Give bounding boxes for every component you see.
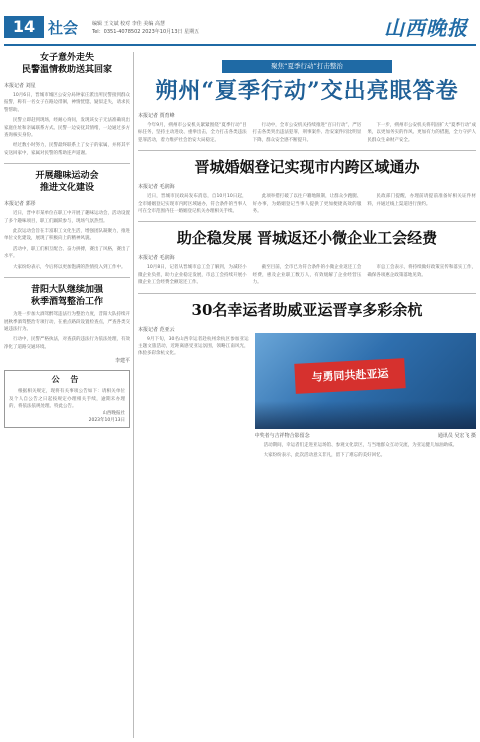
- column-divider: [133, 52, 134, 738]
- notice-box: [4, 370, 130, 428]
- lead-story-body: [138, 119, 476, 144]
- story-title: [4, 170, 130, 194]
- right-area: [138, 52, 476, 738]
- masthead: [0, 0, 480, 46]
- divider: [138, 221, 476, 222]
- paragraph: 行动中，民警严格执法，对查获的违法行为依法处理，有效净化了道路交通环境。: [4, 337, 130, 350]
- story-lost-woman: [4, 52, 130, 157]
- byline: 本报记者 毛润海: [138, 184, 175, 191]
- divider: [138, 150, 476, 151]
- paragraph: 民警立即赶到现场，经耐心询问，发现该女子无法准确说出家庭住址和亲属联系方式。民警一边安抚其情绪，一边通过多方查询核实身份。: [4, 118, 130, 139]
- story-title: [4, 52, 130, 76]
- caption-text: 中奖者与吉祥物合影留念: [254, 432, 310, 439]
- byline: 本报记者 郭彤: [4, 201, 36, 208]
- page-number: 14: [4, 16, 44, 38]
- paragraph: 活动中，职工们相互配合、奋力拼搏，赛出了风格，赛出了水平。: [4, 246, 130, 260]
- paragraph: 为进一步加大酒驾醉驾违法行为整治力度，昔阳大队持续开展秋季酒驾整治专项行动，在重点路段设置检查点，严查各类交通违法行为。: [4, 312, 130, 332]
- story-body: [138, 190, 476, 215]
- paragraph: 截至目前，全市已为符合条件的小微企业返还工会经费，惠及企业职工数万人，有效缓解了企业经营压力。: [252, 265, 362, 286]
- paragraph: 今年9月，朔州市公安机关紧紧围绕“夏季行动”目标任务，坚持主动进攻、重拳出击，全力打击各类违法犯罪活动，着力维护社会治安大局稳定。: [138, 123, 247, 143]
- paragraph: 活动期间，幸运者们走进亚运场馆、参观文化景区，与当地群众互动交流，为亚运健儿加油助威。: [263, 442, 458, 448]
- paragraph: 经过数小时努力，民警最终联系上了女子的家属，并将其平安送回家中，家属对民警的帮助连声道谢。: [4, 143, 130, 156]
- story-title: [4, 284, 130, 308]
- paragraph: 大家纷纷表示，今后将以更加饱满的热情投入到工作中。: [13, 264, 126, 270]
- paragraph: 此次运动会旨在丰富职工文化生活，增强团队凝聚力，推进单位文化建设，展现了积极向上的精神风貌。: [4, 229, 130, 242]
- lead-headline: 朔州“夏季行动”交出亮眼答卷: [155, 78, 459, 104]
- title-line: 民警温情救助送其回家: [21, 65, 112, 75]
- byline: 李建平: [114, 358, 130, 365]
- story-marriage-registration: [138, 157, 476, 215]
- title-line: 女子意外走失: [39, 53, 94, 63]
- byline: 本报记者 毛润海: [138, 255, 175, 262]
- paragraph: 大家纷纷表示，此次活动意义非凡，留下了难忘的美好回忆。: [263, 453, 386, 459]
- paragraph: 行动中，全市公安机关持续推进“百日行动”，严厉打击各类突出违法犯罪，刑事案件、治安案件同比明显下降，群众安全感不断提升。: [252, 123, 362, 143]
- title-line: 推进文化建设: [39, 183, 94, 194]
- masthead-rule: [4, 44, 476, 46]
- title-line: 昔阳大队继续加强: [30, 285, 103, 296]
- paragraph: 近日，晋中市某单位在职工中开展了趣味运动会，活动设置了多个趣味项目，职工们踊跃参与，现场气氛热烈。: [4, 211, 130, 224]
- story-body: [138, 261, 476, 286]
- section-name: 社会: [48, 19, 79, 37]
- story-asian-games: [138, 300, 476, 460]
- story-headline: 晋城婚姻登记实现市内跨区域通办: [194, 158, 420, 177]
- byline: 本报记者 贾育峰: [138, 113, 175, 119]
- paragraph: 此项举措打破了以往户籍地限制，让群众少跑腿、好办事，为婚姻登记当事人提供了更加便捷高效的服务。: [252, 194, 362, 215]
- divider: [4, 277, 130, 278]
- topic-banner: 聚焦“夏季行动”打击整治: [222, 60, 392, 73]
- newspaper-logo: 山西晚报: [384, 16, 468, 40]
- story-drunk-driving: [4, 284, 130, 364]
- paragraph: 下一步，朔州市公安机关将巩固扩大“夏季行动”成果，以更加务实的作风、更加有力的措施，全力守护人民群众生命财产安全。: [367, 123, 477, 143]
- story-headline: 30名幸运者助威亚运晋享多彩余杭: [191, 300, 423, 319]
- paragraph: 10月8日，记者从晋城市总工会了解到，为减轻小微企业负担，助力企业稳定发展，市总工会持续开展小微企业工会经费全额返还工作。: [138, 265, 247, 286]
- news-photo: [255, 333, 476, 429]
- title-line: 开展趣味运动会: [35, 171, 99, 182]
- story-headline: 助企稳发展 晋城返还小微企业工会经费: [176, 229, 438, 248]
- photo-credit: 通讯员 吴宏飞 摄: [437, 432, 476, 439]
- divider: [138, 293, 476, 294]
- story-sports-meet: [4, 170, 130, 271]
- paragraph: 9月下旬，30名山西幸运者赴杭州余杭区参加亚运主题文旅活动，近距离感受亚运氛围，领略江南风光，体验多彩余杭文化。: [138, 336, 249, 357]
- photo-sign: 与勇同共赴亚运: [294, 358, 405, 394]
- photo-crowd: [255, 401, 476, 429]
- masthead-meta: [92, 20, 302, 36]
- photo-caption: [255, 432, 476, 439]
- divider: [4, 163, 130, 164]
- paragraph: 10月6日，晋城市城区公安分局钟家庄派出所民警接到群众报警，称有一名女子在路边徘徊，神情恍惚，疑似走失，请求民警帮助。: [4, 93, 130, 113]
- story-union-fund: [138, 228, 476, 286]
- meta-line-2: Tel：0351-4078502 2023年10月13日 星期五: [92, 29, 200, 35]
- paragraph: 近日，晋城市民政局发布消息，自10月10日起，全市婚姻登记实现市内跨区域通办，符合条件的当事人可在全市范围内任一婚姻登记机关办理相关手续。: [138, 194, 247, 215]
- story-body: [138, 333, 476, 460]
- paragraph: 市总工会表示，将持续做好政策宣传和落实工作，确保各项惠企政策落地见效。: [367, 265, 477, 278]
- byline: 本报记者 范亚云: [138, 326, 175, 333]
- notice-date: 2023年10月13日: [88, 418, 125, 424]
- notice-text: 根据相关规定，现将有关事项公告如下：请相关单位及个人自公告之日起按规定办理相关手续，逾期未办理的，将依法依规处理。特此公告。: [9, 389, 125, 409]
- left-column: [4, 52, 130, 738]
- byline: 本报记者 刘星: [4, 83, 36, 89]
- meta-line-1: 编辑 王文斌 校对 李佳 美编 高慧: [92, 21, 165, 27]
- notice-signature: 山西晚报社: [102, 411, 125, 417]
- notice-title: 公 告: [51, 375, 83, 385]
- paragraph: 民政部门提醒，办理前请提前准备好相关证件材料，并通过线上渠道进行预约。: [367, 194, 477, 207]
- title-line: 秋季酒驾整治工作: [30, 297, 103, 308]
